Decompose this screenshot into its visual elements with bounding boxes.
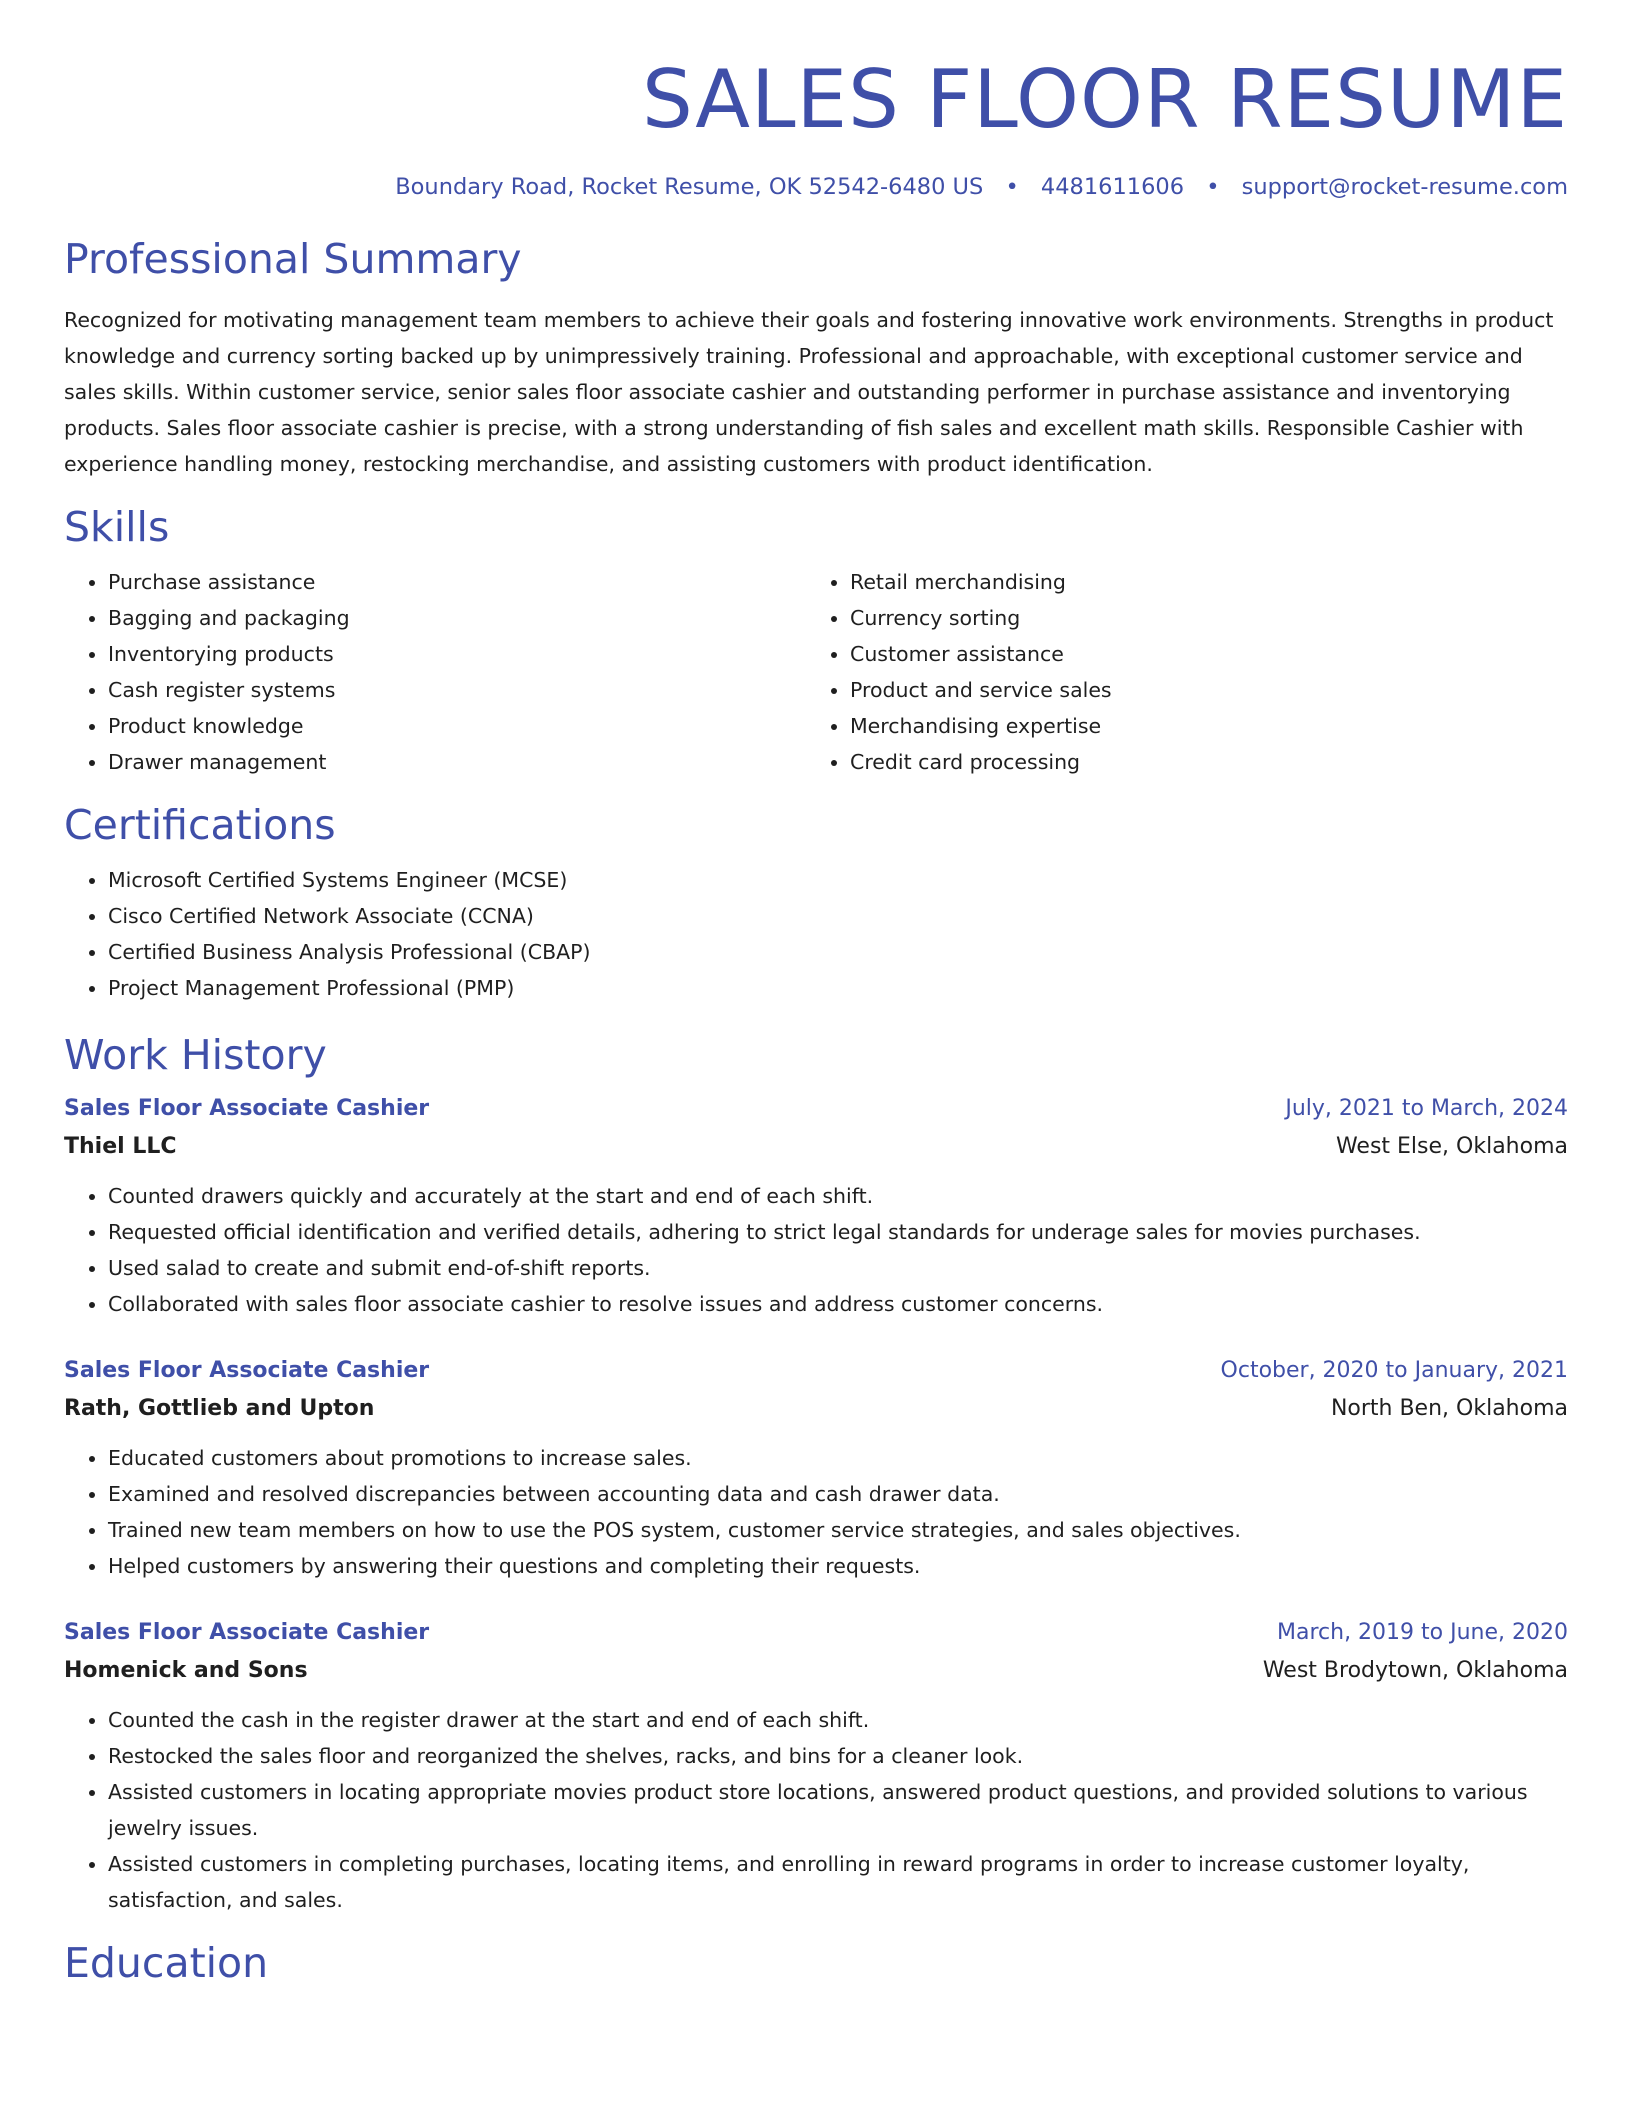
- summary-text: Recognized for motivating management team members to achieve their goals and fostering innovative work environments. Strengths in product knowledge and currency sorting backed up by unimpressively training. Professional and approachable, with exceptional customer service and sales skills. Within customer service, senior sales floor associate cashier and outstanding performer in purchase assistance and inventorying products. Sales floor associate cashier is precise, with a strong understanding of fish sales and excellent math skills. Responsible Cashier with experience handling money, restocking merchandise, and assisting customers with product identification.: [64, 308, 1554, 476]
- job-location: West Brodytown, Oklahoma: [1262, 1658, 1568, 1683]
- skills-list-left: [64, 564, 806, 780]
- summary-heading: Professional Summary: [64, 235, 522, 283]
- certification-item: • Cisco Certified Network Associate (CCNA): [108, 898, 1568, 934]
- skill-item: • Purchase assistance: [108, 564, 806, 600]
- job-header: [64, 1352, 1568, 1390]
- skill-item: • Drawer management: [108, 744, 806, 780]
- skill-item: • Bagging and packaging: [108, 600, 806, 636]
- job-dates: October, 2020 to January, 2021: [1220, 1358, 1568, 1383]
- job-bullets: [64, 1178, 1568, 1322]
- work-history-heading: Work History: [64, 1031, 327, 1079]
- skill-item: • Credit card processing: [850, 744, 1548, 780]
- skill-item: • Merchandising expertise: [850, 708, 1548, 744]
- job-location: North Ben, Oklahoma: [1330, 1396, 1568, 1421]
- contact-line: [64, 170, 1568, 204]
- certifications-heading: Certifications: [64, 801, 336, 849]
- resume-name: SALES FLOOR RESUME: [641, 53, 1568, 146]
- skill-item: • Product knowledge: [108, 708, 806, 744]
- contact-phone: 4481611606: [1040, 174, 1185, 200]
- skill-item: • Retail merchandising: [850, 564, 1548, 600]
- skills-heading: Skills: [64, 503, 170, 551]
- contact-separator: •: [1206, 174, 1220, 200]
- job-header: [64, 1090, 1568, 1128]
- job-bullet: • Examined and resolved discrepancies between accounting data and cash drawer data.: [108, 1476, 1568, 1512]
- job-title: Sales Floor Associate Cashier: [64, 1358, 430, 1383]
- job-entry: [64, 1090, 1568, 1322]
- job-entry: [64, 1352, 1568, 1584]
- skills-list-right: [806, 564, 1548, 780]
- job-dates: March, 2019 to June, 2020: [1277, 1620, 1568, 1645]
- resume-page: [64, 50, 1568, 1988]
- education-heading: Education: [64, 1939, 269, 1987]
- job-location: West Else, Oklahoma: [1335, 1134, 1568, 1159]
- job-header: [64, 1614, 1568, 1652]
- contact-separator: •: [1005, 174, 1019, 200]
- job-bullet: • Counted drawers quickly and accurately at the start and end of each shift.: [108, 1178, 1568, 1214]
- job-dates: July, 2021 to March, 2024: [1285, 1096, 1568, 1121]
- contact-email[interactable]: support@rocket-resume.com: [1241, 174, 1568, 200]
- job-subheader: [64, 1652, 1568, 1690]
- job-company: Rath, Gottlieb and Upton: [64, 1396, 375, 1421]
- job-bullet: • Counted the cash in the register drawer at the start and end of each shift.: [108, 1702, 1568, 1738]
- contact-address: Boundary Road, Rocket Resume, OK 52542-6480 US: [395, 174, 984, 200]
- skill-item: • Product and service sales: [850, 672, 1548, 708]
- job-subheader: [64, 1390, 1568, 1428]
- certifications-list: [64, 862, 1568, 1006]
- job-company: Homenick and Sons: [64, 1658, 308, 1683]
- job-bullets: [64, 1440, 1568, 1584]
- job-bullet: • Assisted customers in completing purchases, locating items, and enrolling in reward programs in order to increase customer loyalty, satisfaction, and sales.: [108, 1846, 1568, 1918]
- skill-item: • Currency sorting: [850, 600, 1548, 636]
- job-title: Sales Floor Associate Cashier: [64, 1620, 430, 1645]
- skill-item: • Inventorying products: [108, 636, 806, 672]
- job-bullet: • Helped customers by answering their questions and completing their requests.: [108, 1548, 1568, 1584]
- job-subheader: [64, 1128, 1568, 1166]
- job-company: Thiel LLC: [64, 1134, 177, 1159]
- job-bullet: • Educated customers about promotions to increase sales.: [108, 1440, 1568, 1476]
- skills-grid: [64, 564, 1568, 780]
- job-entry: [64, 1614, 1568, 1918]
- skill-item: • Customer assistance: [850, 636, 1548, 672]
- certification-item: • Project Management Professional (PMP): [108, 970, 1568, 1006]
- job-bullets: [64, 1702, 1568, 1918]
- job-bullet: • Trained new team members on how to use the POS system, customer service strategies, and sales objectives.: [108, 1512, 1568, 1548]
- skill-item: • Cash register systems: [108, 672, 806, 708]
- job-bullet: • Collaborated with sales floor associate cashier to resolve issues and address customer concerns.: [108, 1286, 1568, 1322]
- job-bullet: • Requested official identification and verified details, adhering to strict legal standards for underage sales for movies purchases.: [108, 1214, 1568, 1250]
- job-bullet: • Restocked the sales floor and reorganized the shelves, racks, and bins for a cleaner look.: [108, 1738, 1568, 1774]
- job-title: Sales Floor Associate Cashier: [64, 1096, 430, 1121]
- job-bullet: • Assisted customers in locating appropriate movies product store locations, answered product questions, and provided solutions to various jewelry issues.: [108, 1774, 1568, 1846]
- job-bullet: • Used salad to create and submit end-of-shift reports.: [108, 1250, 1568, 1286]
- certification-item: • Certified Business Analysis Professional (CBAP): [108, 934, 1568, 970]
- certification-item: • Microsoft Certified Systems Engineer (MCSE): [108, 862, 1568, 898]
